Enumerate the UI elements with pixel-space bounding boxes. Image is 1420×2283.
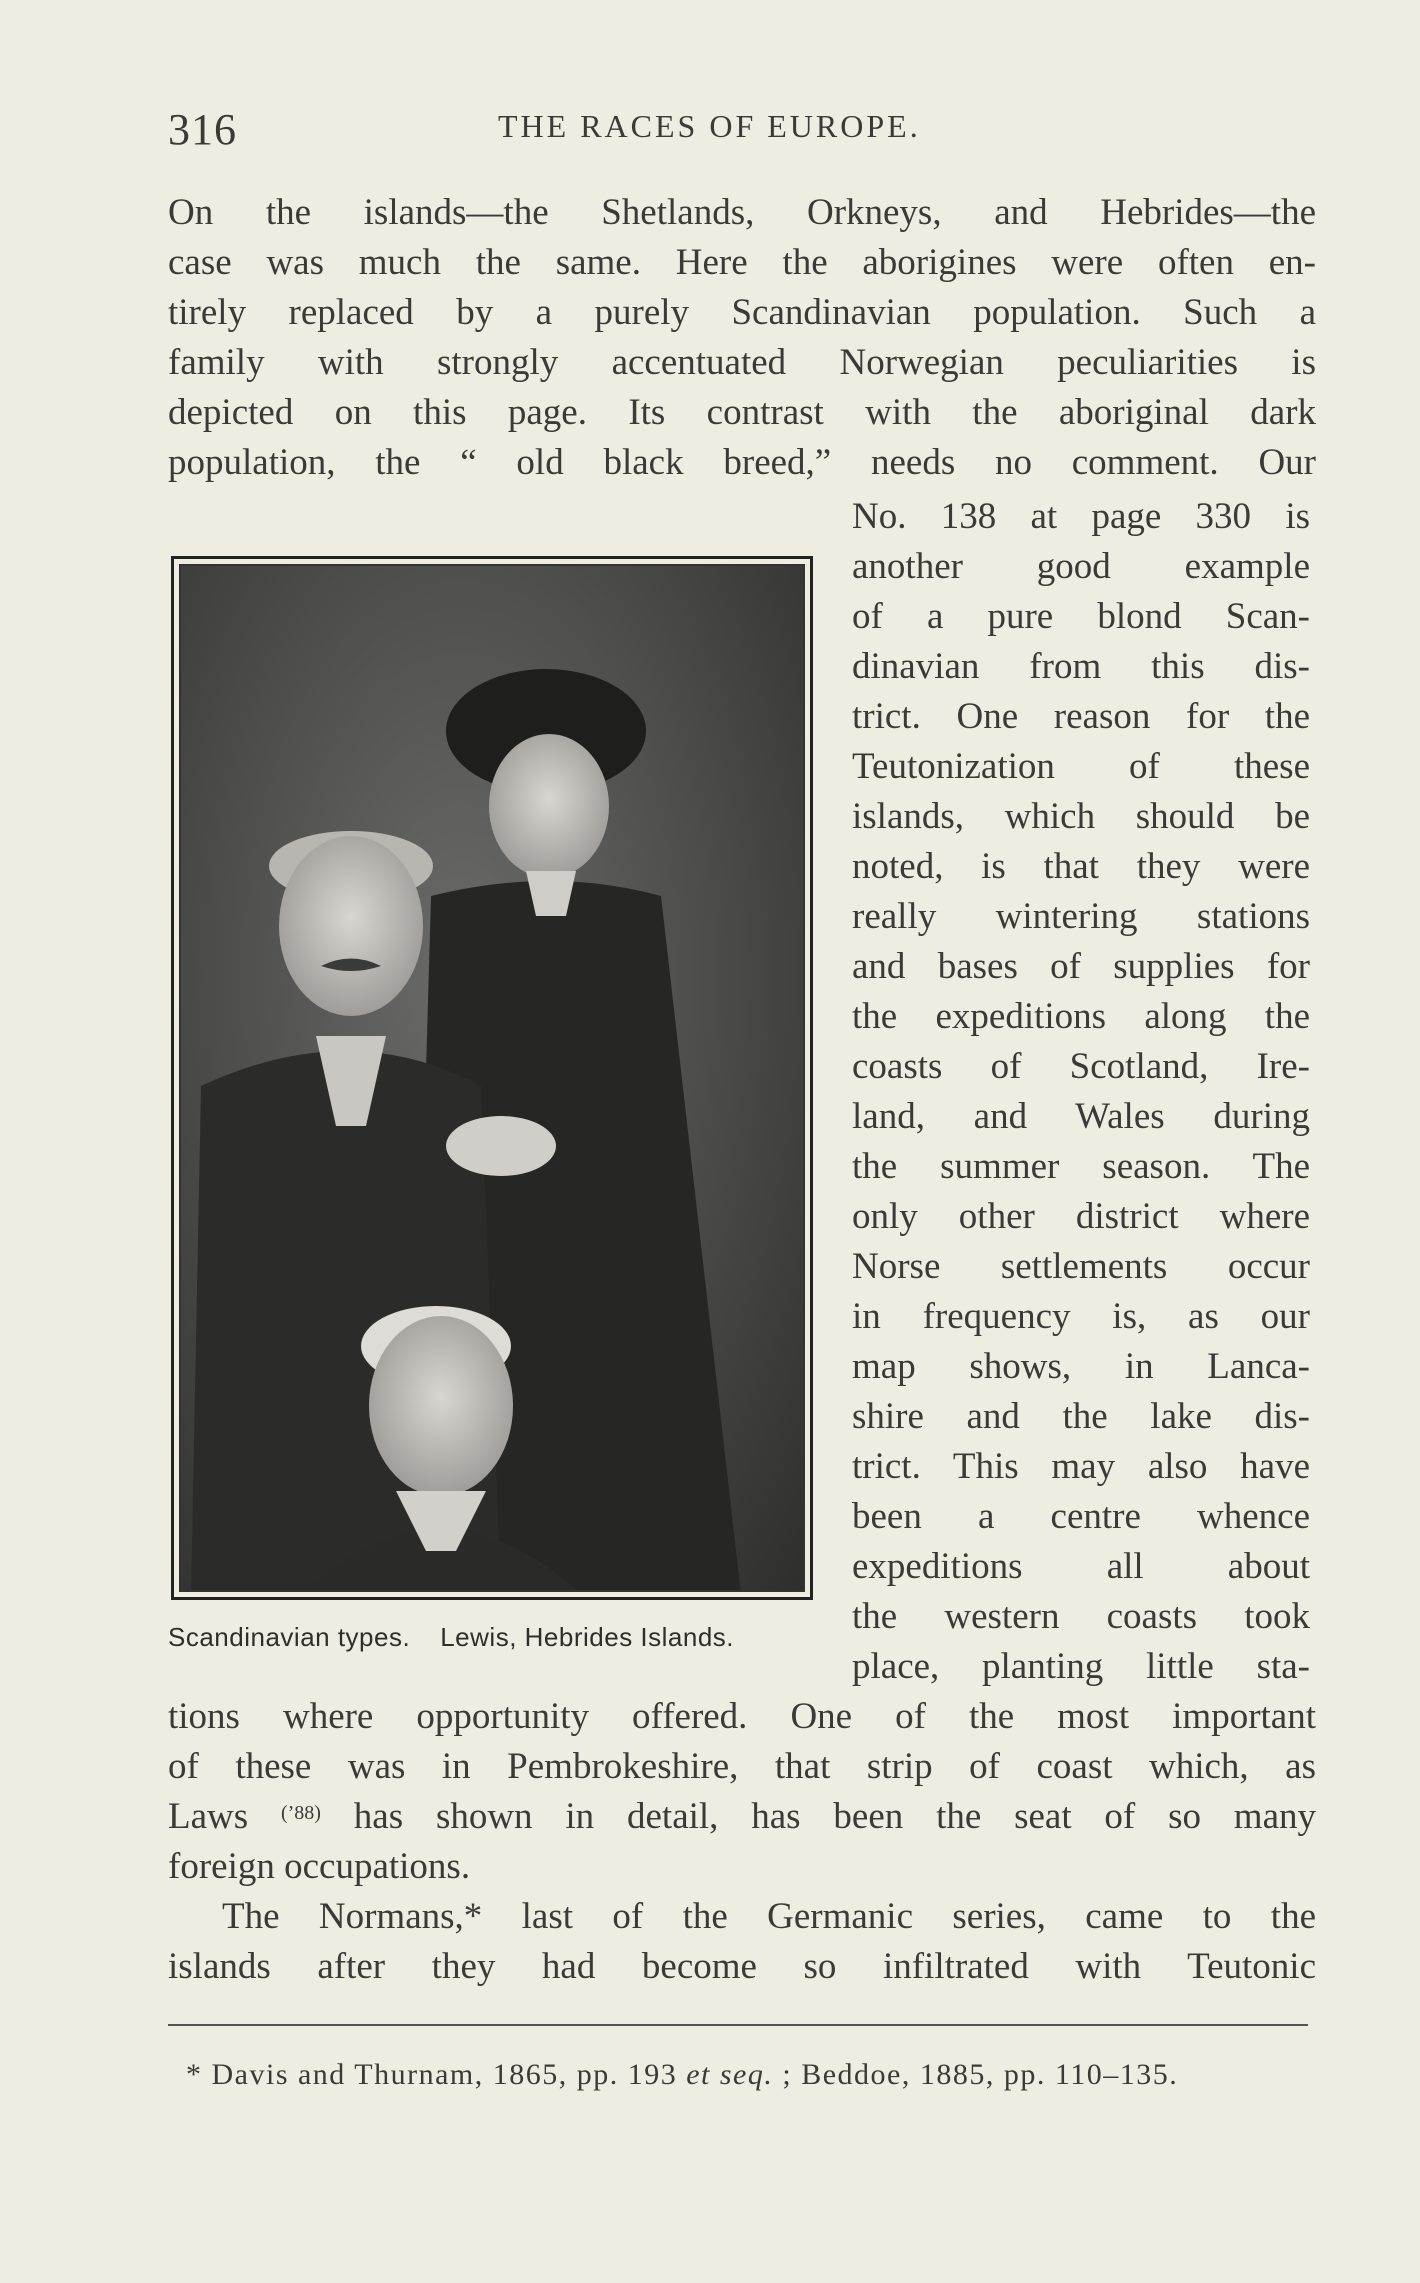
- text-line: dinavian from this dis-: [852, 646, 1310, 687]
- text-line: expeditions all about: [852, 1546, 1310, 1587]
- running-head: [168, 104, 1308, 156]
- text-line: foreign occupations.: [168, 1846, 471, 1887]
- text-line: Norse settlements occur: [852, 1246, 1310, 1287]
- text-line: really wintering stations: [852, 896, 1310, 937]
- boy-face: [369, 1316, 513, 1496]
- text-line: land, and Wales during: [852, 1096, 1310, 1137]
- caption-part2: Lewis, Hebrides Islands.: [440, 1622, 735, 1652]
- text-line: family with strongly accentuated Norwegian peculiarities is: [168, 342, 1316, 383]
- text-line: [168, 1792, 1316, 1842]
- text-line: of a pure blond Scan-: [852, 596, 1310, 637]
- woman-hand: [446, 1116, 556, 1176]
- text-line: shire and the lake dis-: [852, 1396, 1310, 1437]
- footnote-italic: et seq.: [686, 2058, 774, 2091]
- text-line: case was much the same. Here the aborigines were often en-: [168, 242, 1316, 283]
- text-line: trict. One reason for the: [852, 696, 1310, 737]
- text-line: place, planting little sta-: [852, 1646, 1310, 1687]
- laws-text-rest: has shown in detail, has been the seat of so many: [353, 1796, 1317, 1837]
- text-line: noted, is that they were: [852, 846, 1310, 887]
- citation-superscript: (’88): [280, 1802, 321, 1824]
- footnote: [186, 2058, 1178, 2092]
- text-line: trict. This may also have: [852, 1446, 1310, 1487]
- running-title: THE RACES OF EUROPE.: [498, 108, 921, 144]
- text-line: tions where opportunity offered. One of the most important: [168, 1696, 1316, 1737]
- text-line: Teutonization of these: [852, 746, 1310, 787]
- footnote-rule: [168, 2024, 1308, 2026]
- text-line: tirely replaced by a purely Scandinavian population. Such a: [168, 292, 1316, 333]
- text-line: coasts of Scotland, Ire-: [852, 1046, 1310, 1087]
- footnote-text-rest: ; Beddoe, 1885, pp. 110–135.: [782, 2058, 1179, 2091]
- text-line: islands, which should be: [852, 796, 1310, 837]
- man-face: [279, 836, 423, 1016]
- text-line: On the islands—the Shetlands, Orkneys, and Hebrides—the: [168, 192, 1316, 233]
- text-line: map shows, in Lanca-: [852, 1346, 1310, 1387]
- caption-part1: Scandinavian types.: [168, 1622, 411, 1652]
- photograph: [179, 564, 805, 1592]
- portrait-photo: [181, 566, 805, 1592]
- text-line: the summer season. The: [852, 1146, 1310, 1187]
- figure-caption: [168, 1622, 734, 1653]
- text-line: in frequency is, as our: [852, 1296, 1310, 1337]
- text-line: the western coasts took: [852, 1596, 1310, 1637]
- laws-text: Laws: [168, 1796, 249, 1837]
- page-number: 316: [168, 105, 237, 154]
- text-line: islands after they had become so infiltrated with Teutonic: [168, 1946, 1316, 1987]
- text-line: population, the “ old black breed,” needs no comment. Our: [168, 442, 1316, 483]
- text-line: been a centre whence: [852, 1496, 1310, 1537]
- text-line: the expeditions along the: [852, 996, 1310, 1037]
- text-line: and bases of supplies for: [852, 946, 1310, 987]
- woman-face: [489, 734, 609, 878]
- figure-frame: [171, 556, 813, 1600]
- footnote-text: * Davis and Thurnam, 1865, pp. 193: [186, 2058, 678, 2091]
- text-line: another good example: [852, 546, 1310, 587]
- text-line: The Normans,* last of the Germanic series, came to the: [222, 1896, 1316, 1937]
- text-line: depicted on this page. Its contrast with the aboriginal dark: [168, 392, 1316, 433]
- text-line: of these was in Pembrokeshire, that strip of coast which, as: [168, 1746, 1316, 1787]
- text-line: only other district where: [852, 1196, 1310, 1237]
- text-line: No. 138 at page 330 is: [852, 496, 1310, 537]
